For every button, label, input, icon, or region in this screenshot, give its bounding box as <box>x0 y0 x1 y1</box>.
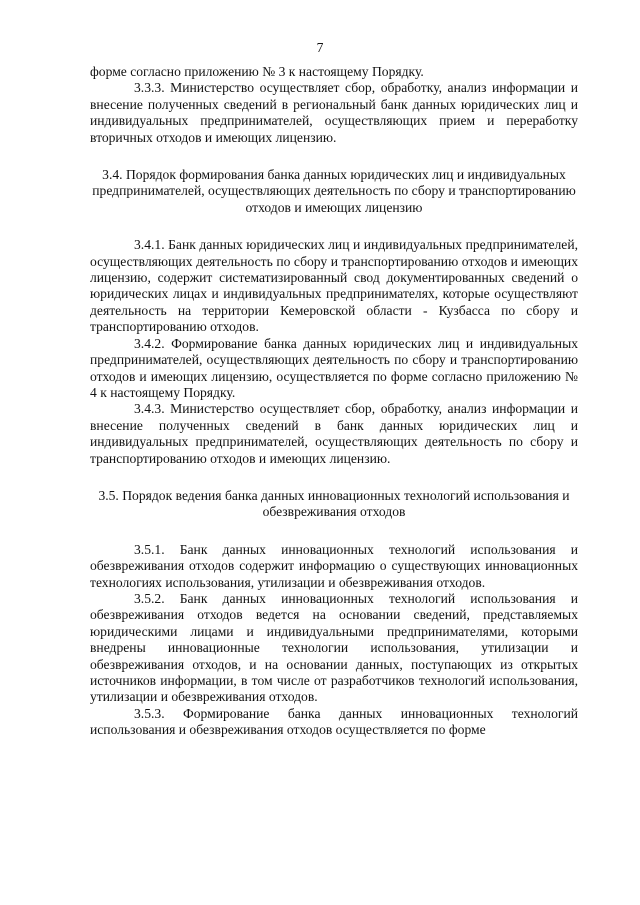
section-heading-3-4: 3.4. Порядок формирования банка данных юридических лиц и индивидуальных предпринимателей, осуществляющих деятельность по сбору и транспортированию отходов и имеющих лицензию <box>92 167 576 215</box>
paragraph-3-4-3: 3.4.3. Министерство осуществляет сбор, обработку, анализ информации и внесение полученных сведений в банк данных юридических лиц и индивидуальных предпринимателей, осуществляющих деятельность по сбору и транспортированию отходов и имеющих лицензию. <box>90 401 578 466</box>
paragraph-3-4-1: 3.4.1. Банк данных юридических лиц и индивидуальных предпринимателей, осуществляющих деятельность по сбору и транспортированию отходов и имеющих лицензию, содержит систематизированный свод документированных сведений о юридических лицах и индивидуальных предпринимателях, которые осуществляют деятельность на территории Кемеровской области - Кузбасса по сбору и транспортированию отходов. <box>90 237 578 335</box>
page-number: 7 <box>316 40 324 55</box>
paragraph-3-4-2: 3.4.2. Формирование банка данных юридических лиц и индивидуальных предпринимателей, осуществляющих деятельность по сбору и транспортированию отходов и имеющих лицензию, осуществляется по форме согласно приложению № 4 к настоящему Порядку. <box>90 335 578 400</box>
paragraph-3-5-3: 3.5.3. Формирование банка данных инновационных технологий использования и обезвреживания отходов осуществляется по форме <box>90 705 578 738</box>
paragraph-continuation: форме согласно приложению № 3 к настоящему Порядку. <box>90 64 424 79</box>
section-heading-3-5: 3.5. Порядок ведения банка данных инновационных технологий использования и обезвреживания отходов <box>98 487 570 520</box>
paragraph-3-3-3: 3.3.3. Министерство осуществляет сбор, обработку, анализ информации и внесение полученных сведений в региональный банк данных юридических лиц и индивидуальных предпринимателей, осуществляющих прием и переработку вторичных отходов и имеющих лицензию. <box>90 80 578 145</box>
document-body <box>90 64 578 739</box>
paragraph-3-5-2: 3.5.2. Банк данных инновационных технологий использования и обезвреживания отходов ведется на основании сведений, представляемых юридическими лицами и индивидуальными предпринимателями, которыми внедрены инновационные технологии использования, утилизации и обезвреживания отходов, и на основании данных, поступающих из открытых источников информации, в том числе от разработчиков технологий использования, утилизации и обезвреживания отходов. <box>90 590 578 705</box>
paragraph-3-5-1: 3.5.1. Банк данных инновационных технологий использования и обезвреживания отходов содержит информацию о существующих инновационных технологиях использования, утилизации и обезвреживания отходов. <box>90 541 578 590</box>
